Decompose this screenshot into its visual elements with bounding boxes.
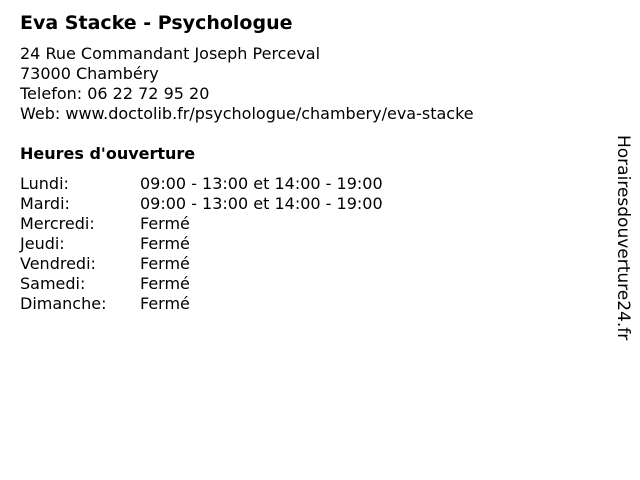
day-hours: 09:00 - 13:00 et 14:00 - 19:00: [140, 174, 383, 193]
site-watermark: Horairesdouverture24.fr: [613, 135, 633, 341]
business-contact-block: [20, 44, 474, 124]
day-hours: Fermé: [140, 274, 190, 293]
day-label: Jeudi:: [20, 234, 65, 253]
day-hours: Fermé: [140, 214, 190, 233]
address-city: 73000 Chambéry: [20, 64, 159, 83]
hours-row-friday: [20, 254, 440, 274]
day-label: Dimanche:: [20, 294, 107, 313]
day-label: Samedi:: [20, 274, 86, 293]
phone-number: Telefon: 06 22 72 95 20: [20, 84, 210, 103]
opening-hours-heading: Heures d'ouverture: [20, 144, 196, 163]
opening-hours-table: [20, 174, 440, 314]
day-hours: Fermé: [140, 234, 190, 253]
address-street: 24 Rue Commandant Joseph Perceval: [20, 44, 321, 63]
day-hours: Fermé: [140, 294, 190, 313]
hours-row-thursday: [20, 234, 440, 254]
day-label: Lundi:: [20, 174, 69, 193]
website: Web: www.doctolib.fr/psychologue/chambery/eva-stacke: [20, 104, 474, 123]
day-label: Mardi:: [20, 194, 70, 213]
hours-row-sunday: [20, 294, 440, 314]
day-hours: Fermé: [140, 254, 190, 273]
day-label: Mercredi:: [20, 214, 95, 233]
hours-row-tuesday: [20, 194, 440, 214]
business-title: Eva Stacke - Psychologue: [20, 12, 293, 34]
day-hours: 09:00 - 13:00 et 14:00 - 19:00: [140, 194, 383, 213]
day-label: Vendredi:: [20, 254, 96, 273]
hours-row-monday: [20, 174, 440, 194]
hours-row-saturday: [20, 274, 440, 294]
hours-row-wednesday: [20, 214, 440, 234]
